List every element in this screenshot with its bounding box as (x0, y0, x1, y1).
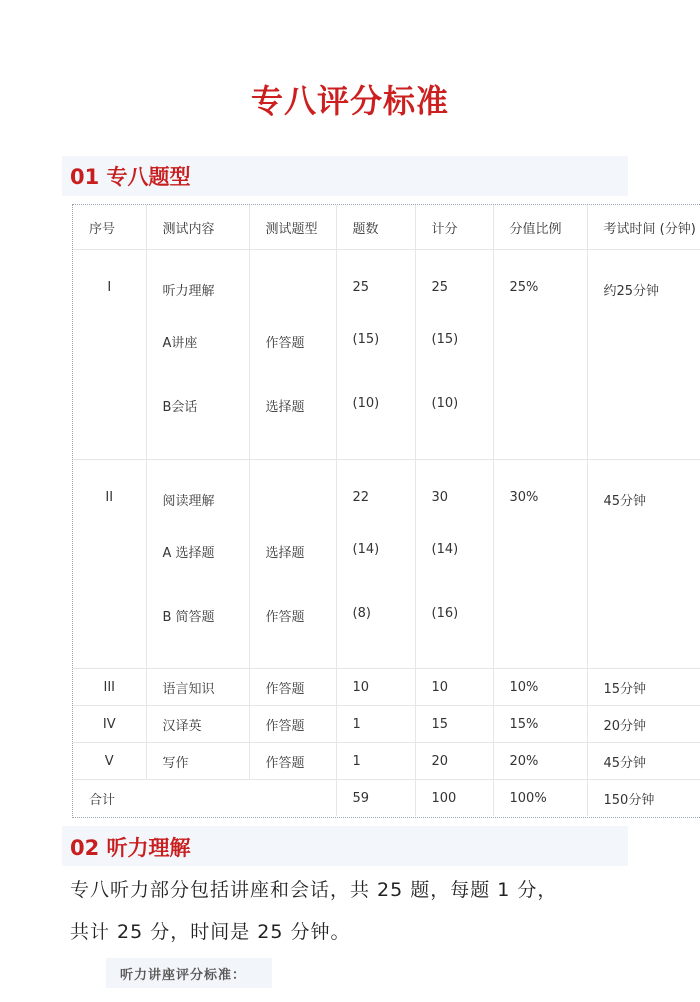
type-text: 作答题 (249, 743, 336, 780)
total-time: 150分钟 (587, 780, 700, 817)
score-text: 15 (415, 706, 493, 743)
count-text: (14) (352, 542, 380, 557)
count-text: 22 (352, 490, 370, 505)
type-cell (249, 460, 336, 669)
score-text: (16) (431, 606, 459, 621)
time-cell (587, 460, 700, 669)
type-text (266, 280, 336, 300)
score-text: (10) (431, 396, 459, 411)
score-cell (415, 460, 493, 669)
time-text: 45分钟 (603, 494, 647, 509)
ratio-text: 25% (509, 280, 539, 295)
type-text: 选择题 (265, 546, 305, 561)
header-cell: 题数 (336, 205, 415, 250)
type-text: 作答题 (265, 336, 305, 351)
table-total-row (73, 780, 700, 817)
total-score: 100 (415, 780, 493, 817)
header-cell: 考试时间 (分钟) (587, 205, 700, 250)
type-text: 选择题 (265, 400, 305, 415)
table-row (73, 250, 700, 460)
question-type-table-frame (72, 204, 700, 818)
row-number-cell (73, 250, 146, 460)
ratio-cell (493, 460, 587, 669)
table-row (73, 706, 700, 743)
count-text: 25 (352, 280, 370, 295)
time-text: 15分钟 (587, 669, 700, 706)
time-text: 45分钟 (587, 743, 700, 780)
type-cell (249, 250, 336, 460)
content-text: B 简答题 (162, 610, 215, 625)
time-text: 20分钟 (587, 706, 700, 743)
type-text: 作答题 (249, 669, 336, 706)
header-cell: 计分 (415, 205, 493, 250)
ratio-text: 10% (493, 669, 587, 706)
ratio-text: 20% (493, 743, 587, 780)
count-text: (15) (352, 332, 380, 347)
type-text (266, 490, 336, 510)
score-text: 30 (431, 490, 449, 505)
content-cell (146, 250, 249, 460)
content-text: A 选择题 (162, 546, 215, 561)
type-text: 作答题 (265, 610, 305, 625)
ratio-text: 15% (493, 706, 587, 743)
total-label: 合计 (73, 780, 336, 817)
ratio-text: 30% (509, 490, 539, 505)
score-text: 20 (415, 743, 493, 780)
count-text: 1 (336, 706, 415, 743)
page-title: 专八评分标准 (250, 82, 449, 120)
row-number: II (105, 490, 114, 505)
type-text: 作答题 (249, 706, 336, 743)
listening-paragraph-line-2: 共计 25 分，时间是 25 分钟。 (70, 921, 351, 943)
lecture-scoring-label: 听力讲座评分标准： (120, 968, 247, 983)
section-1-title: 01 专八题型 (70, 165, 191, 189)
score-cell (415, 250, 493, 460)
total-count: 59 (336, 780, 415, 817)
content-cell (146, 460, 249, 669)
header-cell: 分值比例 (493, 205, 587, 250)
row-number: III (73, 669, 146, 706)
score-text: 25 (431, 280, 449, 295)
row-number-cell (73, 460, 146, 669)
score-text: 10 (415, 669, 493, 706)
count-text: (10) (352, 396, 380, 411)
listening-paragraph-line-1: 专八听力部分包括讲座和会话，共 25 题，每题 1 分， (70, 879, 558, 901)
table-row (73, 743, 700, 780)
count-text: 10 (336, 669, 415, 706)
total-ratio: 100% (493, 780, 587, 817)
score-text: (14) (431, 542, 459, 557)
row-number: I (107, 280, 112, 295)
ratio-cell (493, 250, 587, 460)
content-text: 听力理解 (162, 284, 215, 299)
time-text: 约25分钟 (603, 284, 660, 299)
content-text: B会话 (162, 400, 198, 415)
header-cell: 测试内容 (146, 205, 249, 250)
score-text: (15) (431, 332, 459, 347)
count-cell (336, 250, 415, 460)
content-text: 汉译英 (146, 706, 249, 743)
row-number: IV (73, 706, 146, 743)
table-row (73, 460, 700, 669)
question-type-table (73, 205, 700, 816)
count-cell (336, 460, 415, 669)
row-number: V (73, 743, 146, 780)
header-cell: 测试题型 (249, 205, 336, 250)
table-row (73, 669, 700, 706)
table-header-row (73, 205, 700, 250)
count-text: 1 (336, 743, 415, 780)
content-text: 阅读理解 (162, 494, 215, 509)
section-2-title: 02 听力理解 (70, 836, 191, 860)
time-cell (587, 250, 700, 460)
header-cell: 序号 (73, 205, 146, 250)
content-text: A讲座 (162, 336, 198, 351)
content-text: 写作 (146, 743, 249, 780)
content-text: 语言知识 (146, 669, 249, 706)
count-text: (8) (352, 606, 371, 621)
